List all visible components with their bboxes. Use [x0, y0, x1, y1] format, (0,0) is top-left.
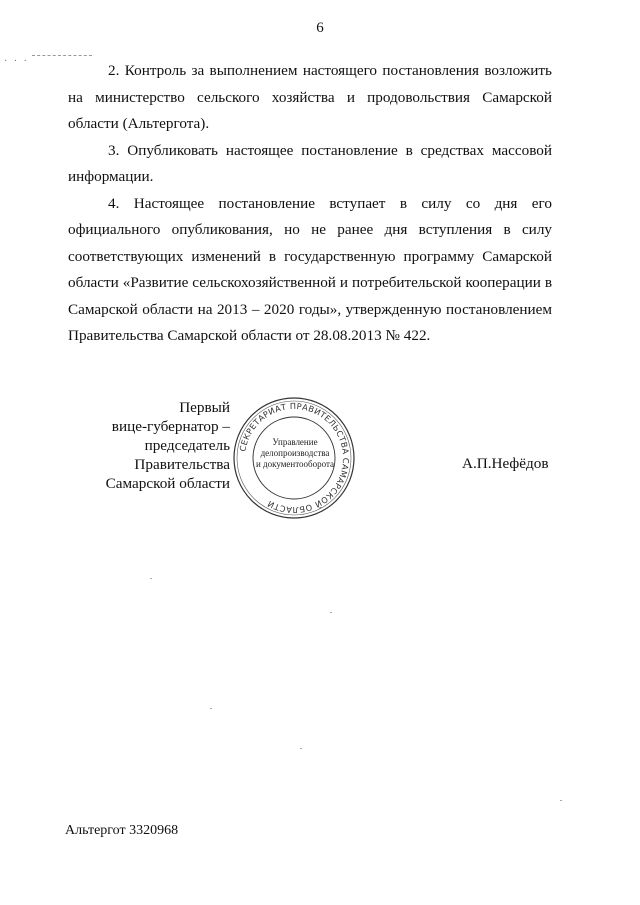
seal-ring-text: СЕКРЕТАРИАТ ПРАВИТЕЛЬСТВА САМАРСКОЙ ОБЛАСТИ	[237, 400, 352, 516]
seal-line: делопроизводства	[260, 448, 330, 458]
paragraph-3: 3. Опубликовать настоящее постановление в средствах массовой информации.	[68, 141, 552, 185]
signatory-line: Самарской области	[105, 475, 230, 492]
seal-line: и документооборота	[255, 459, 335, 469]
page-number: 6	[316, 20, 324, 36]
scan-artifact-line	[32, 55, 92, 56]
seal-center-text	[254, 437, 336, 470]
paragraph-2: 2. Контроль за выполнением настоящего постановления возложить на министерство сельского хозяйства и продовольствия Самарской области (Альтергота).	[68, 62, 552, 132]
scan-speck	[150, 578, 152, 579]
document-body	[68, 58, 552, 350]
scan-speck	[210, 708, 212, 709]
scan-speck	[560, 800, 562, 801]
signatory-title	[60, 398, 230, 493]
scan-artifact: · · ·	[4, 56, 29, 67]
scan-speck	[300, 748, 302, 749]
seal-line: Управление	[272, 437, 318, 447]
paragraph-4: 4. Настоящее постановление вступает в силу со дня его официального опубликования, но не ранее дня вступления в силу соответствующих изменений в государственную программу Самарской области «Развитие сельскохозяйственной и потребительской кооперации в Самарской области на 2013 – 2020 годы», утвержденную постановлением Правительства Самарской области от 28.08.2013 № 422.	[68, 194, 552, 344]
footer-code: Альтергот 3320968	[65, 823, 179, 838]
signer-name: А.П.Нефёдов	[462, 455, 549, 472]
signatory-line: вице-губернатор –	[111, 418, 230, 435]
signatory-line: председатель Правительства	[134, 437, 230, 473]
signatory-line: Первый	[179, 399, 230, 416]
scan-speck	[330, 612, 332, 613]
